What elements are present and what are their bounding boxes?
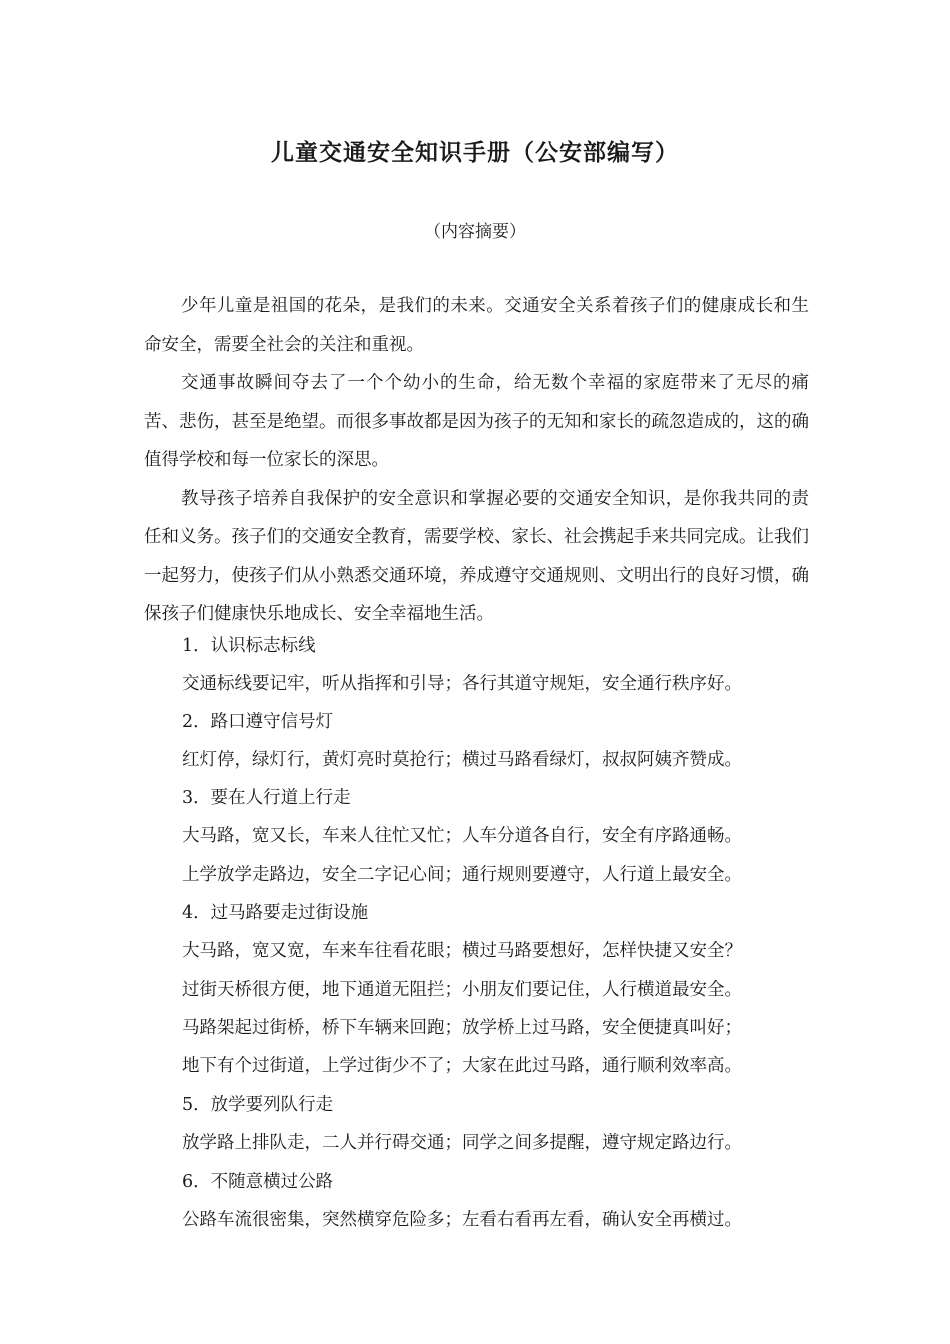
intro-paragraph: 交通事故瞬间夺去了一个个幼小的生命，给无数个幸福的家庭带来了无尽的痛苦、悲伤，甚至是绝望。而很多事故都是因为孩子的无知和家长的疏忽造成的，这的确值得学校和每一位家长的深思。: [144, 373, 809, 470]
section-line: 大马路，宽又长，车来人往忙又忙；人车分道各自行，安全有序路通畅。: [182, 826, 742, 846]
section-line: 放学路上排队走，二人并行碍交通；同学之间多提醒，遵守规定路边行。: [182, 1133, 742, 1153]
section-heading: 5．放学要列队行走: [182, 1095, 334, 1115]
section-line: 公路车流很密集，突然横穿危险多；左看右看再左看，确认安全再横过。: [182, 1210, 742, 1230]
document-title: 儿童交通安全知识手册（公安部编写）: [271, 140, 679, 166]
section-line: 交通标线要记牢，听从指挥和引导；各行其道守规矩，安全通行秩序好。: [182, 674, 742, 694]
section-heading: 1．认识标志标线: [182, 636, 316, 656]
intro-paragraph: 教导孩子培养自我保护的安全意识和掌握必要的交通安全知识，是你我共同的责任和义务。孩子们的交通安全教育，需要学校、家长、社会携起手来共同完成。让我们一起努力，使孩子们从小熟悉交通环境，养成遵守交通规则、文明出行的良好习惯，确保孩子们健康快乐地成长、安全幸福地生活。: [144, 488, 809, 624]
section-line: 红灯停，绿灯行，黄灯亮时莫抢行；横过马路看绿灯，叔叔阿姨齐赞成。: [182, 750, 742, 770]
intro-paragraph: 少年儿童是祖国的花朵，是我们的未来。交通安全关系着孩子们的健康成长和生命安全，需要全社会的关注和重视。: [144, 296, 809, 355]
section-line: 过街天桥很方便，地下通道无阻拦；小朋友们要记住，人行横道最安全。: [182, 980, 742, 1000]
section-heading: 2．路口遵守信号灯: [182, 712, 334, 732]
section-line: 马路架起过街桥，桥下车辆来回跑；放学桥上过马路，安全便捷真叫好；: [182, 1018, 742, 1038]
document-subtitle: （内容摘要）: [424, 222, 526, 242]
section-line: 大马路，宽又宽，车来车往看花眼；横过马路要想好，怎样快捷又安全？: [182, 941, 742, 961]
section-line: 上学放学走路边，安全二字记心间；通行规则要遵守，人行道上最安全。: [182, 865, 742, 885]
intro-text: [144, 287, 809, 634]
section-heading: 4．过马路要走过街设施: [182, 903, 369, 923]
section-heading: 6．不随意横过公路: [182, 1172, 334, 1192]
section-line: 地下有个过街道，上学过街少不了；大家在此过马路，通行顺利效率高。: [182, 1056, 742, 1076]
section-heading: 3．要在人行道上行走: [182, 788, 351, 808]
